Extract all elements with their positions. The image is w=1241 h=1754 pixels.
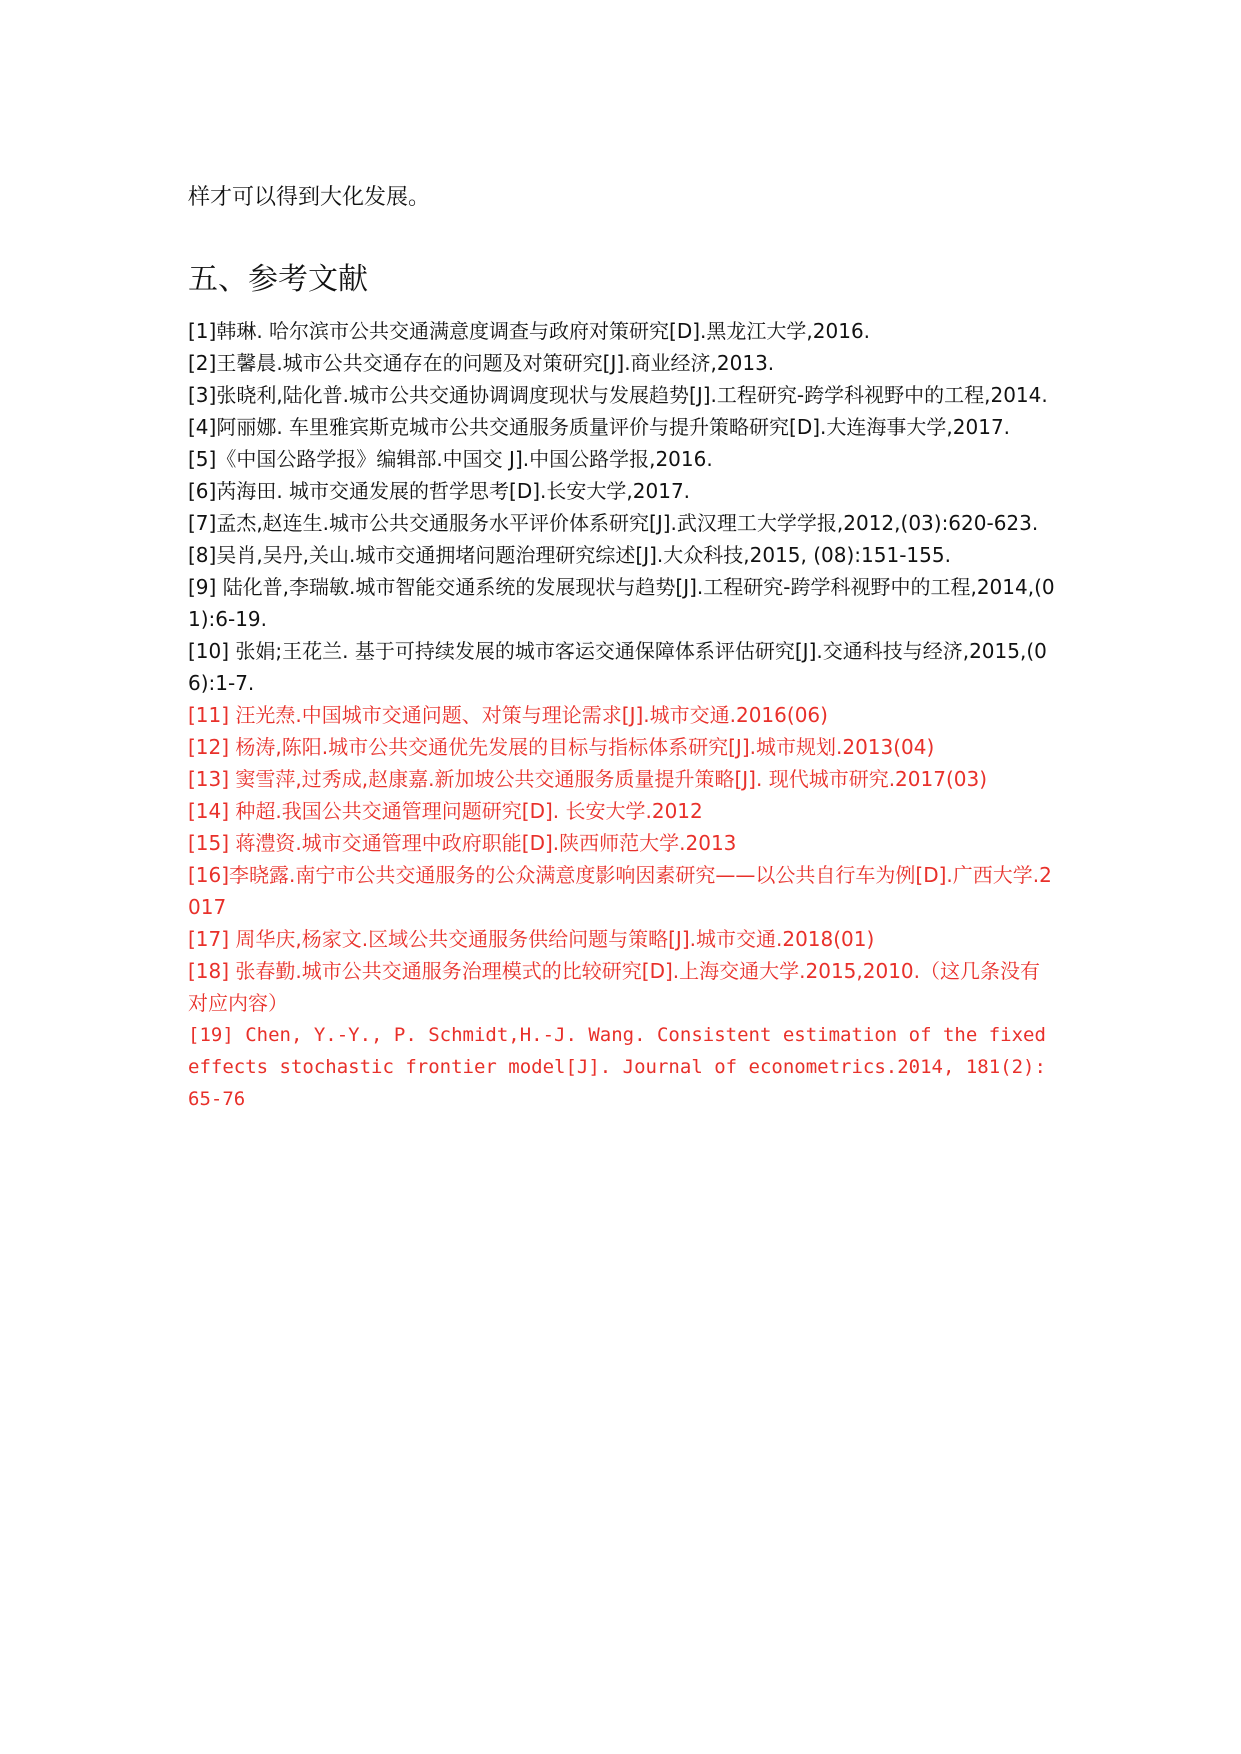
- reference-item-4: [4]阿丽娜. 车里雅宾斯克城市公共交通服务质量评价与提升策略研究[D].大连海事大学,2017.: [188, 415, 1011, 439]
- reference-item-6: [6]芮海田. 城市交通发展的哲学思考[D].长安大学,2017.: [188, 479, 691, 503]
- section-heading-references: 五、参考文献: [188, 262, 368, 297]
- reference-item-18: [18] 张春勤.城市公共交通服务治理模式的比较研究[D].上海交通大学.2015,2010.（这几条没有对应内容）: [188, 959, 1041, 1015]
- reference-item-10: [10] 张娟;王花兰. 基于可持续发展的城市客运交通保障体系评估研究[J].交通科技与经济,2015,(06):1-7.: [188, 639, 1047, 695]
- reference-item-19: [19] Chen, Y.-Y., P. Schmidt,H.-J. Wang. Consistent estimation of the fixed effects stochastic frontier model[J]. Journal of econometrics.2014, 181(2): 65-76: [188, 1024, 1046, 1110]
- body-paragraph-tail: 样才可以得到大化发展。: [188, 185, 431, 210]
- reference-item-1: [1]韩琳. 哈尔滨市公共交通满意度调查与政府对策研究[D].黑龙江大学,2016.: [188, 319, 871, 343]
- reference-item-15: [15] 蒋澧资.城市交通管理中政府职能[D].陕西师范大学.2013: [188, 831, 737, 855]
- reference-list: [188, 315, 1058, 1115]
- reference-item-9: [9] 陆化普,李瑞敏.城市智能交通系统的发展现状与趋势[J].工程研究-跨学科视野中的工程,2014,(01):6-19.: [188, 575, 1055, 631]
- reference-item-11: [11] 汪光焘.中国城市交通问题、对策与理论需求[J].城市交通.2016(06): [188, 703, 828, 727]
- reference-item-13: [13] 窦雪萍,过秀成,赵康嘉.新加坡公共交通服务质量提升策略[J]. 现代城市研究.2017(03): [188, 767, 988, 791]
- reference-item-16: [16]李晓露.南宁市公共交通服务的公众满意度影响因素研究——以公共自行车为例[D].广西大学.2017: [188, 863, 1052, 919]
- reference-item-12: [12] 杨涛,陈阳.城市公共交通优先发展的目标与指标体系研究[J].城市规划.2013(04): [188, 735, 935, 759]
- reference-item-7: [7]孟杰,赵连生.城市公共交通服务水平评价体系研究[J].武汉理工大学学报,2012,(03):620-623.: [188, 511, 1039, 535]
- reference-item-14: [14] 种超.我国公共交通管理问题研究[D]. 长安大学.2012: [188, 799, 703, 823]
- reference-item-8: [8]吴肖,吴丹,关山.城市交通拥堵问题治理研究综述[J].大众科技,2015, (08):151-155.: [188, 543, 951, 567]
- reference-item-5: [5]《中国公路学报》编辑部.中国交 J].中国公路学报,2016.: [188, 447, 713, 471]
- reference-item-17: [17] 周华庆,杨家文.区域公共交通服务供给问题与策略[J].城市交通.2018(01): [188, 927, 875, 951]
- reference-item-3: [3]张晓利,陆化普.城市公共交通协调调度现状与发展趋势[J].工程研究-跨学科视野中的工程,2014.: [188, 383, 1048, 407]
- reference-item-2: [2]王馨晨.城市公共交通存在的问题及对策研究[J].商业经济,2013.: [188, 351, 775, 375]
